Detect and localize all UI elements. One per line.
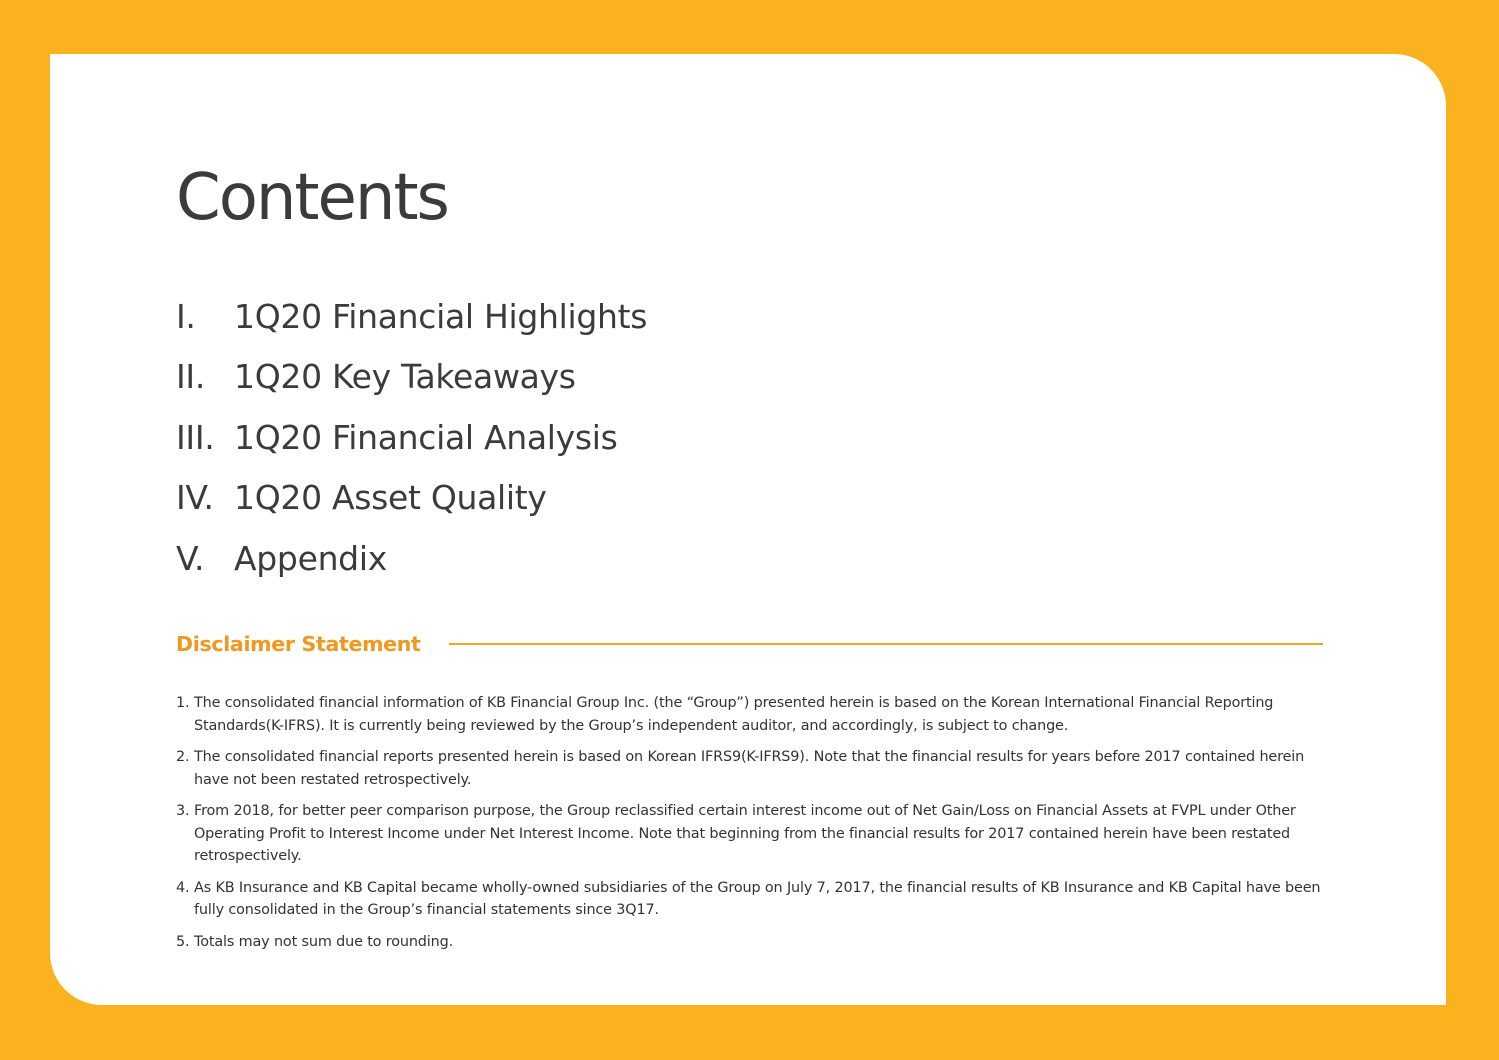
toc-item-2[interactable]	[176, 347, 647, 408]
toc-item-1[interactable]	[176, 286, 647, 347]
toc-item-number: V.	[176, 538, 205, 578]
disclaimer-item	[176, 931, 1326, 954]
disclaimer-item-number: 2.	[176, 749, 190, 765]
disclaimer-list	[176, 692, 1326, 962]
disclaimer-item-text: As KB Insurance and KB Capital became wholly-owned subsidiaries of the Group on July 7, 2017, the financial results of KB Insurance and KB Capital have been fully consolidated in the Group’s financial statements since 3Q17.	[194, 879, 1321, 918]
toc-item-number: III.	[176, 417, 215, 457]
disclaimer-item-number: 4.	[176, 879, 190, 896]
disclaimer-item	[176, 800, 1326, 868]
toc-item-label: 1Q20 Financial Highlights	[234, 296, 648, 336]
disclaimer-item	[176, 877, 1326, 922]
disclaimer-item	[176, 746, 1326, 791]
disclaimer-item-text: Totals may not sum due to rounding.	[194, 933, 454, 950]
toc-item-label: 1Q20 Key Takeaways	[234, 357, 576, 397]
toc-item-4[interactable]	[176, 468, 647, 529]
page-title: Contents	[176, 161, 448, 235]
toc-item-label: 1Q20 Financial Analysis	[234, 417, 618, 457]
disclaimer-item-number: 3.	[176, 803, 190, 819]
disclaimer-item	[176, 692, 1326, 737]
disclaimer-item-number: 5.	[176, 933, 190, 950]
disclaimer-item-text: The consolidated financial reports presented herein is based on Korean IFRS9(K-IFRS9). Note that the financial results for years before 2017 contained herein have not been restated retrospectively.	[194, 749, 1305, 788]
toc-item-label: 1Q20 Asset Quality	[234, 478, 547, 518]
disclaimer-item-text: From 2018, for better peer comparison purpose, the Group reclassified certain interest income out of Net Gain/Loss on Financial Assets at FVPL under Other Operating Profit to Interest Income under Net Interest Income. Note that beginning from the financial results for 2017 contained herein have been restated retrospectively.	[194, 803, 1296, 864]
toc-item-number: I.	[176, 296, 196, 336]
toc-item-number: IV.	[176, 478, 214, 518]
content-card	[50, 54, 1446, 1005]
disclaimer-divider	[449, 643, 1323, 645]
toc-item-5[interactable]	[176, 528, 647, 589]
disclaimer-item-number: 1.	[176, 695, 190, 711]
disclaimer-heading: Disclaimer Statement	[176, 632, 421, 656]
disclaimer-item-text: The consolidated financial information of KB Financial Group Inc. (the “Group”) presented herein is based on the Korean International Financial Reporting Standards(K-IFRS). It is currently being reviewed by the Group’s independent auditor, and accordingly, is subject to change.	[194, 695, 1274, 734]
toc-item-3[interactable]	[176, 407, 647, 468]
table-of-contents	[176, 286, 647, 589]
toc-item-number: II.	[176, 357, 206, 397]
toc-item-label: Appendix	[234, 538, 387, 578]
disclaimer-header	[176, 632, 1323, 656]
